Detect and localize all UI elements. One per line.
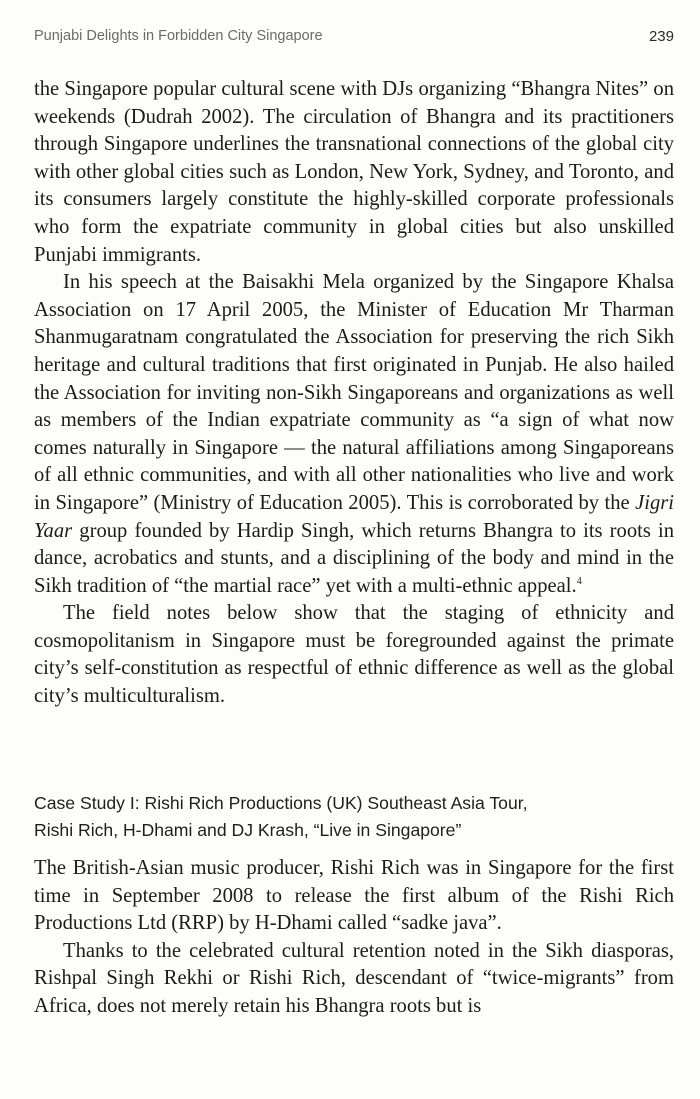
paragraph-baisakhi-speech: [34, 269, 674, 600]
italic-group-name: Jigri Yaar: [34, 491, 674, 542]
paragraph-rishi-rich-intro: The British-Asian music producer, Rishi Rich was in Singapore for the first time in September 2008 to release the first album of the Rishi Rich Productions Ltd (RRP) by H-Dhami called “sadke java”.: [34, 857, 674, 935]
footnote-marker[interactable]: 4: [576, 575, 582, 587]
case-study-heading-line-2: Rishi Rich, H-Dhami and DJ Krash, “Live in Singapore”: [34, 820, 462, 840]
case-study-text-block: [34, 855, 674, 1021]
paragraph-cultural-retention: Thanks to the celebrated cultural retention noted in the Sikh diasporas, Rishpal Singh Rekhi or Rishi Rich, descendant of “twice-migrants” from Africa, does not merely retain his Bhangra roots but is: [34, 939, 674, 1017]
paragraph-continuation: the Singapore popular cultural scene with DJs organizing “Bhangra Nites” on weekends (Dudrah 2002). The circulation of Bhangra and its practitioners through Singapore underlines the transnational connections of the global city with other global cities such as London, New York, Sydney, and Toronto, and its consumers largely constitute the highly-skilled corporate professionals who form the expatriate community in global cities but also unskilled Punjabi immigrants.: [34, 78, 674, 266]
main-text-block: [34, 76, 674, 711]
paragraph-text: group founded by Hardip Singh, which returns Bhangra to its roots in dance, acrobatics and stunts, and a disciplining of the body and mind in the Sikh tradition of “the martial race” yet with a multi-ethnic appeal.: [34, 519, 674, 597]
paragraph-text: In his speech at the Baisakhi Mela organized by the Singapore Khalsa Association on 17 April 2005, the Minister of Education Mr Tharman Shanmugaratnam congratulated the Association for preserving the rich Sikh heritage and cultural traditions that first originated in Punjab. He also hailed the Association for inviting non-Sikh Singaporeans and organizations as well as members of the Indian expatriate community as “a sign of what now comes naturally in Singapore — the natural affiliations among Singaporeans of all ethnic communities, and with all other nationalities who live and work in Singapore” (Ministry of Education 2005). This is corroborated by the: [34, 271, 674, 514]
running-title: Punjabi Delights in Forbidden City Singapore: [34, 28, 323, 44]
paragraph-field-notes: The field notes below show that the staging of ethnicity and cosmopolitanism in Singapore must be foregrounded against the primate city’s self-constitution as respectful of ethnic difference as well as the global city’s multiculturalism.: [34, 602, 674, 708]
case-study-heading: [34, 790, 674, 844]
page-number: 239: [648, 28, 674, 45]
running-head: [34, 28, 674, 50]
case-study-heading-line-1: Case Study I: Rishi Rich Productions (UK) Southeast Asia Tour,: [34, 793, 528, 813]
